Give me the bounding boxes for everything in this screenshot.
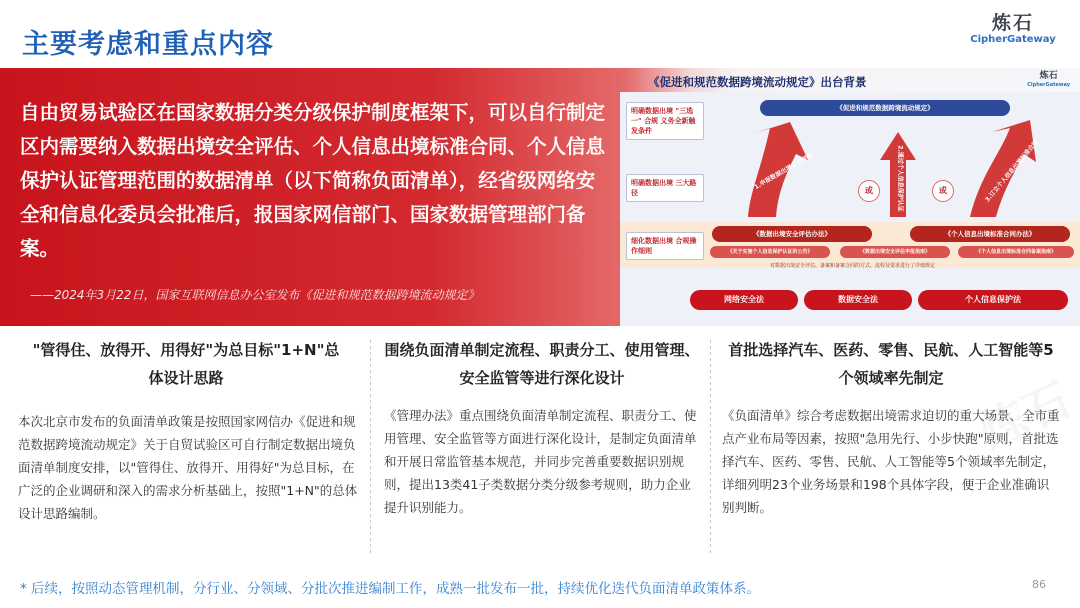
guide-certification: 《关于实施个人信息保护认证的公告》 <box>710 246 830 258</box>
column-sectors-body: 《负面清单》综合考虑数据出境需求迫切的重大场景、全市重点产业布局等因素，按照"急用先行、小步快跑"原则，首批选择汽车、医药、零售、民航、人工智能等5个领域率先制定，详细列明23个业务场景和198个具体字段，便于企业准确识别判断。 <box>722 408 1060 515</box>
fine-print: 对数据出境安全评估、备案和备案合同的方式、流程及要求进行了详细规定 <box>770 263 936 269</box>
arrow-label-assessment: 1.申报数据出境安全评估 <box>753 151 815 192</box>
top-banner: 《促进和规范数据跨境流动规定》 <box>760 100 1010 116</box>
column-goal <box>18 336 360 525</box>
diagram-title: 《促进和规范数据跨境流动规定》出台背景 <box>648 75 867 89</box>
rule-assessment: 《数据出境安全评估办法》 <box>712 226 872 242</box>
hero-quote: 自由贸易试验区在国家数据分类分级保护制度框架下，可以自行制定区内需要纳入数据出境安全评估、个人信息出境标准合同、个人信息保护认证管理范围的数据清单（以下简称负面清单），经省级网络安全和信息化委员会批准后，报国家网信部门、国家数据管理部门备案。 <box>20 101 606 260</box>
page-number: 86 <box>1032 578 1046 591</box>
guide-assessment: 《数据出境安全评估申报指南》 <box>840 246 950 258</box>
arrow-label-contract: 3.订立个人信息出境标准合同 <box>984 138 1040 204</box>
law-cybersecurity: 网络安全法 <box>690 290 798 310</box>
guide-contract: 《个人信息出境标准合同备案指南》 <box>958 246 1074 258</box>
column-goal-body: 本次北京市发布的负面清单政策是按照国家网信办《促进和规范数据跨境流动规定》关于自贸试验区可自行制定数据出境负面清单制度安排，以"管得住、放得开、用得好"为总目标，在广泛的企业调研和深入的需求分析基础上，按照"1+N"的总体设计思路编制。 <box>18 414 358 521</box>
column-sectors-heading: 首批选择汽车、医药、零售、民航、人工智能等5个领域率先制定 <box>728 341 1054 387</box>
page-title: 主要考虑和重点内容 <box>22 29 274 60</box>
column-divider-2 <box>710 340 711 555</box>
diagram-logo <box>1027 72 1070 90</box>
logo-en: CipherGateway <box>970 34 1056 45</box>
column-goal-heading: "管得住、放得开、用得好"为总目标"1+N"总体设计思路 <box>32 341 340 387</box>
arrow-label-certification: 2.通过个人信息保护认证 <box>896 145 904 212</box>
column-design <box>384 336 700 519</box>
or-badge-1: 或 <box>858 180 880 202</box>
diagram-logo-en: CipherGateway <box>1027 82 1070 88</box>
law-pipl: 个人信息保护法 <box>918 290 1068 310</box>
column-design-body: 《管理办法》重点围绕负面清单制定流程、职责分工、使用管理、安全监管等方面进行深化设计，是制定负面清单和开展日常监管基本规范，并同步完善重要数据识别规则，提出13类41子类数据分类分级参考规则，助力企业提升识别能力。 <box>384 408 697 515</box>
footnote: * 后续，按照动态管理机制，分行业、分领域、分批次推进编制工作，成熟一批发布一批，持续优化迭代负面清单政策体系。 <box>20 581 761 597</box>
diagram-logo-cn: 炼石 <box>1039 71 1058 81</box>
side-label-rules: 细化数据出境 合规操作细则 <box>626 232 704 260</box>
law-data-security: 数据安全法 <box>804 290 912 310</box>
logo-cn: 炼石 <box>991 12 1034 34</box>
side-label-trigger: 明确数据出境 "三选一" 合规 义务全新触发条件 <box>626 102 704 140</box>
column-divider-1 <box>370 340 371 555</box>
rule-contract: 《个人信息出境标准合同办法》 <box>910 226 1070 242</box>
watermark: 炼石 <box>972 372 1079 460</box>
hero-citation: ——2024年3月22日，国家互联网信息办公室发布《促进和规范数据跨境流动规定》 <box>30 288 480 302</box>
side-label-paths: 明确数据出境 三大路径 <box>626 174 704 202</box>
regulation-diagram <box>620 70 1080 326</box>
or-badge-2: 或 <box>932 180 954 202</box>
brand-logo <box>970 12 1056 56</box>
column-design-heading: 围绕负面清单制定流程、职责分工、使用管理、安全监管等进行深化设计 <box>384 341 700 387</box>
